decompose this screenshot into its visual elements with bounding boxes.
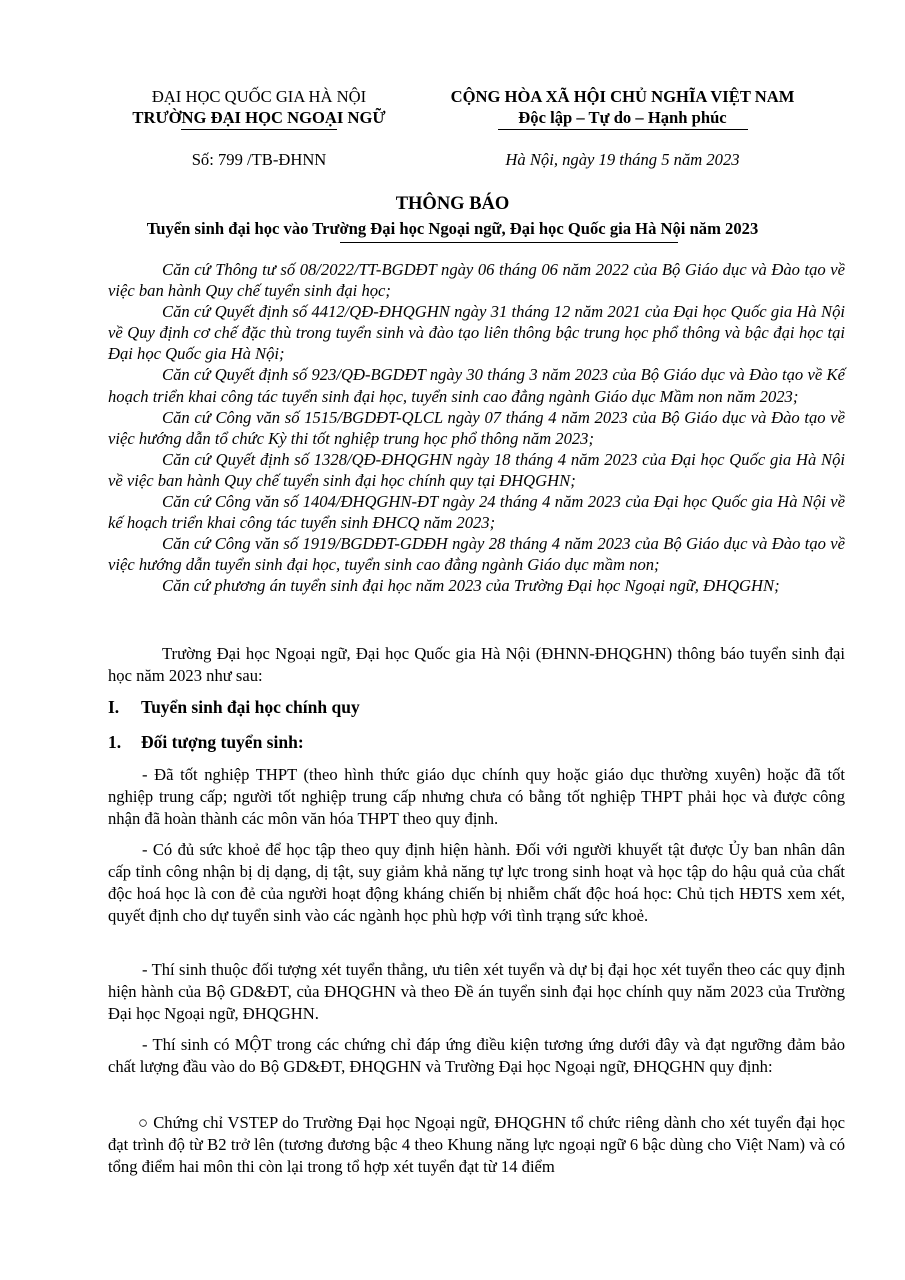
legal-basis-item: Căn cứ Công văn số 1404/ĐHQGHN-ĐT ngày 24 tháng 4 năm 2023 của Đại học Quốc gia Hà Nội về kế hoạch triển khai công tác tuyển sinh ĐHCQ năm 2023; <box>108 492 845 533</box>
section-title: Tuyển sinh đại học chính quy <box>141 697 360 717</box>
org-underline <box>181 129 337 130</box>
certificate-item: ○ Chứng chỉ VSTEP do Trường Đại học Ngoại ngữ, ĐHQGHN tổ chức riêng dành cho xét tuyển đại học đạt trình độ từ B2 trở lên (tương đương bậc 4 theo Khung năng lực ngoại ngữ 6 bậc dùng cho Việt Nam) và có tổng điểm hai môn thi còn lại trong tổ hợp xét tuyển đạt từ 14 điểm <box>108 1113 845 1176</box>
eligibility-paragraph: - Có đủ sức khoẻ để học tập theo quy định hiện hành. Đối với người khuyết tật được Ủy ban nhân dân cấp tỉnh công nhận bị dị dạng, dị tật, suy giảm khả năng tự lực trong sinh hoạt và học tập do hậu quả của chất độc hoá học là con đẻ của người hoạt động kháng chiến bị nhiễm chất độc hoá học: Chủ tịch HĐTS xem xét, quyết định cho dự tuyển sinh vào các ngành học phù hợp với tình trạng sức khoẻ. <box>108 840 845 925</box>
legal-basis-item: Căn cứ Quyết định số 1328/QĐ-ĐHQGHN ngày 18 tháng 4 năm 2023 của Đại học Quốc gia Hà Nội về việc ban hành Quy chế tuyển sinh đại học chính quy tại ĐHQGHN; <box>108 449 845 490</box>
parent-org: ĐẠI HỌC QUỐC GIA HÀ NỘI <box>151 87 367 106</box>
subsection-heading <box>108 732 304 753</box>
motto: Độc lập – Tự do – Hạnh phúc <box>518 108 727 127</box>
legal-basis-item: Căn cứ Quyết định số 4412/QĐ-ĐHQGHN ngày 31 tháng 12 năm 2021 của Đại học Quốc gia Hà Nội về Quy định cơ chế đặc thù trong tuyển sinh và đào tạo liên thông bậc trung học phổ thông và bậc đại học tại Đại học Quốc gia Hà Nội; <box>108 302 845 364</box>
national-heading <box>420 86 825 128</box>
motto-underline <box>498 129 748 130</box>
subsection-title: Đối tượng tuyển sinh: <box>141 732 304 752</box>
section-number: I. <box>108 697 120 717</box>
eligibility-paragraph: - Đã tốt nghiệp THPT (theo hình thức giáo dục chính quy hoặc giáo dục thường xuyên) hoặc đã tốt nghiệp trung cấp; người tốt nghiệp trung cấp nhưng chưa có bằng tốt nghiệp THPT phải học và được công nhận đã hoàn thành các môn văn hóa THPT theo quy định. <box>108 765 845 828</box>
document-subtitle: Tuyển sinh đại học vào Trường Đại học Ngoại ngữ, Đại học Quốc gia Hà Nội năm 2023 <box>146 219 759 238</box>
legal-bases <box>108 259 845 597</box>
org-name: TRƯỜNG ĐẠI HỌC NGOẠI NGỮ <box>132 108 386 127</box>
legal-basis-item: Căn cứ Công văn số 1515/BGDĐT-QLCL ngày 07 tháng 4 năm 2023 của Bộ Giáo dục và Đào tạo về việc hướng dẫn tổ chức Kỳ thi tốt nghiệp trung học phổ thông năm 2023; <box>108 407 845 448</box>
document-title: THÔNG BÁO <box>395 194 510 214</box>
legal-basis-item: Căn cứ Công văn số 1919/BGDĐT-GDĐH ngày 28 tháng 4 năm 2023 của Bộ Giáo dục và Đào tạo về việc hướng dẫn tuyển sinh đại học, tuyển sinh cao đẳng ngành Giáo dục mầm non; <box>108 534 845 575</box>
document-number: Số: 799 /TB-ĐHNN <box>191 150 327 169</box>
country-name: CỘNG HÒA XÃ HỘI CHỦ NGHĨA VIỆT NAM <box>450 87 795 106</box>
eligibility-paragraph: - Thí sinh thuộc đối tượng xét tuyển thẳng, ưu tiên xét tuyển và dự bị đại học xét tuyển theo các quy định hiện hành của Bộ GD&ĐT, của ĐHQGHN và theo Đề án tuyển sinh đại học chính quy năm 2023 của Trường Đại học Ngoại ngữ, ĐHQGHN. <box>108 960 845 1023</box>
legal-basis-item: Căn cứ Thông tư số 08/2022/TT-BGDĐT ngày 06 tháng 06 năm 2022 của Bộ Giáo dục và Đào tạo về việc ban hành Quy chế tuyển sinh đại học; <box>108 260 845 301</box>
intro-paragraph: Trường Đại học Ngoại ngữ, Đại học Quốc gia Hà Nội (ĐHNN-ĐHQGHN) thông báo tuyển sinh đại học năm 2023 như sau: <box>108 644 845 685</box>
eligibility-paragraph: - Thí sinh có MỘT trong các chứng chỉ đáp ứng điều kiện tương ứng dưới đây và đạt ngưỡng đảm bảo chất lượng đầu vào do Bộ GD&ĐT, ĐHQGHN và Trường Đại học Ngoại ngữ, ĐHQGHN quy định: <box>108 1035 845 1076</box>
legal-basis-item: Căn cứ phương án tuyển sinh đại học năm 2023 của Trường Đại học Ngoại ngữ, ĐHQGHN; <box>162 576 780 596</box>
subtitle-underline <box>340 242 678 243</box>
subsection-number: 1. <box>108 732 122 752</box>
issuer-block <box>108 86 410 128</box>
legal-basis-item: Căn cứ Quyết định số 923/QĐ-BGDĐT ngày 30 tháng 3 năm 2023 của Bộ Giáo dục và Đào tạo về Kế hoạch triển khai công tác tuyển sinh đại học, tuyển sinh cao đẳng ngành Giáo dục Mầm non năm 2023; <box>108 365 845 406</box>
section-heading <box>108 697 360 718</box>
place-date: Hà Nội, ngày 19 tháng 5 năm 2023 <box>505 150 740 169</box>
